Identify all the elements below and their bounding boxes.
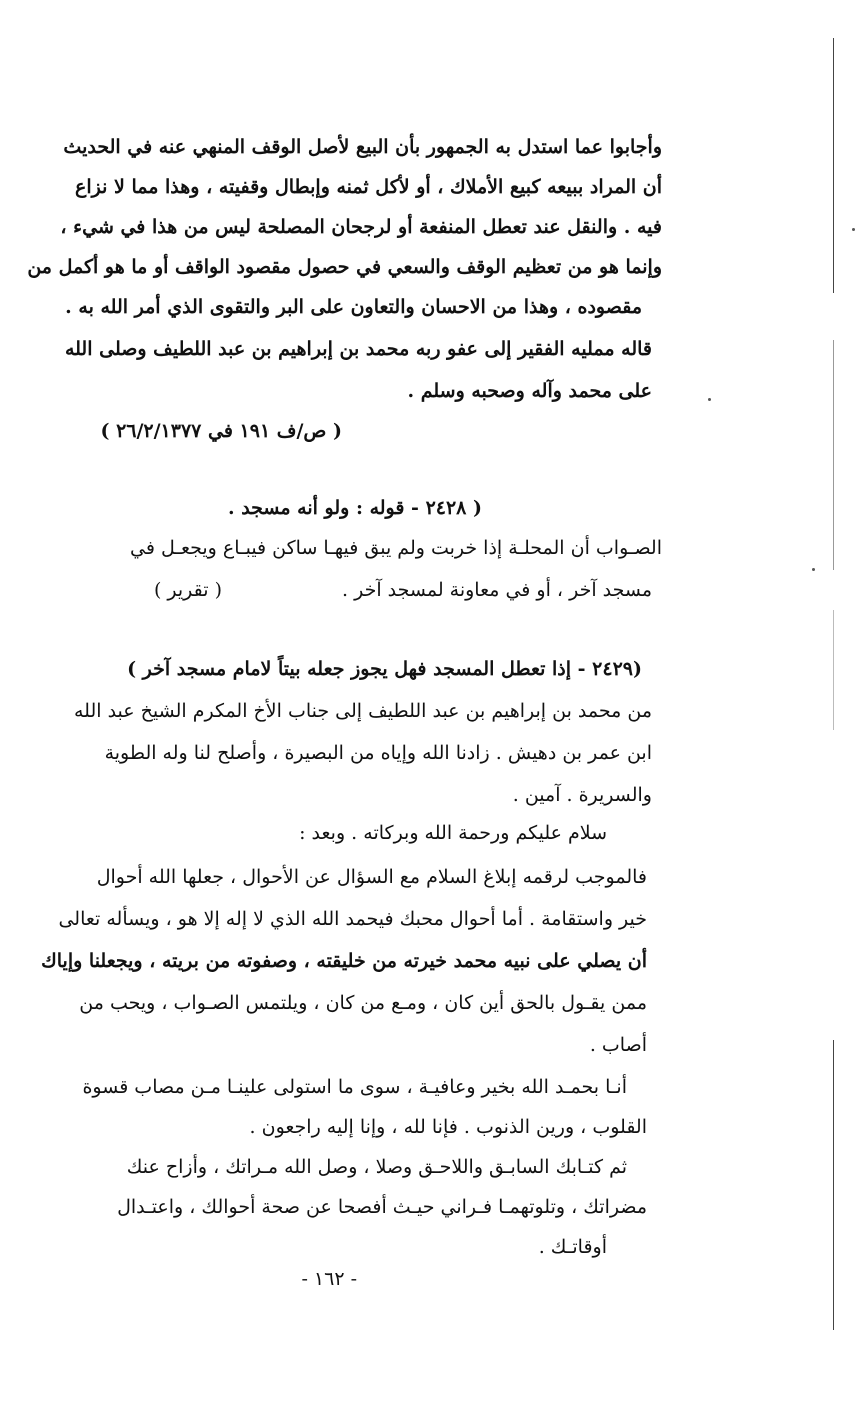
body-line: أن المراد ببيعه كبيع الأملاك ، أو لأكل ثمنه وإبطال وقفيته ، وهذا مما لا نزاع — [75, 176, 662, 198]
body-line: أوقاتـك . — [538, 1236, 607, 1258]
scan-speck — [708, 398, 711, 401]
body-line: من محمد بن إبراهيم بن عبد اللطيف إلى جناب الأخ المكرم الشيخ عبد الله — [73, 700, 652, 722]
section-heading: ( ٢٤٢٨ - قوله : ولو أنه مسجد . — [227, 497, 482, 519]
body-line: وإنما هو من تعظيم الوقف والسعي في حصول مقصود الواقف أو ما هو أكمل من — [27, 256, 662, 278]
body-line: قاله مملیه الفقیر إلى عفو ربه محمد بن إبراهیم بن عبد اللطیف وصلى الله — [64, 338, 652, 360]
body-line: والسريرة . آمين . — [512, 784, 652, 806]
section-heading: (٢٤٢٩ - إذا تعطل المسجد فهل يجوز جعله بيتاً لامام مسجد آخر ) — [127, 658, 642, 680]
body-line: ابن عمر بن دهيش . زادنا الله وإياه من البصيرة ، وأصلح لنا وله الطوية — [104, 742, 652, 764]
page-edge-line — [833, 38, 834, 293]
body-line: سلام عليكم ورحمة الله وبركاته . وبعد : — [299, 822, 607, 844]
page-edge-line — [833, 340, 834, 570]
scan-speck — [852, 228, 855, 231]
body-line: أن يصلي على نبيه محمد خيرته من خليقته ، وصفوته من بريته ، ويجعلنا وإياك — [41, 950, 647, 972]
body-line: ممن يقـول بالحق أين كان ، ومـع من كان ، ويلتمس الصـواب ، ويحب من — [79, 992, 647, 1014]
source-tag: ( تقرير ) — [153, 579, 222, 601]
scan-speck — [812, 568, 815, 571]
body-line: على محمد وآله وصحبه وسلم . — [407, 380, 652, 402]
body-line: فيه . والنقل عند تعطل المنفعة أو لرجحان المصلحة ليس من هذا في شيء ، — [60, 216, 662, 238]
body-line: وأجابوا عما استدل به الجمهور بأن البيع لأصل الوقف المنهي عنه في الحديث — [63, 136, 662, 158]
body-line: القلوب ، ورين الذنوب . فإنا لله ، وإنا إليه راجعون . — [249, 1116, 647, 1138]
reference-note: ( ص/ف ١٩١ في ٢٦/٢/١٣٧٧ ) — [100, 420, 342, 442]
body-line: مقصوده ، وهذا من الاحسان والتعاون على البر والتقوى الذي أمر الله به . — [65, 296, 642, 318]
page-edge-line — [833, 1040, 834, 1330]
page-edge-line — [833, 610, 834, 730]
page-number: - ١٦٢ - — [301, 1268, 357, 1290]
body-line: خير واستقامة . أما أحوال محبك فيحمد الله الذي لا إله إلا هو ، ويسأله تعالى — [58, 908, 647, 930]
body-line: ثم كتـابك السابـق واللاحـق وصلا ، وصل الله مـراتك ، وأزاح عنك — [126, 1156, 627, 1178]
body-line: مضراتك ، وتلوتهمـا فـراني حيـث أفصحا عن صحة أحوالك ، واعتـدال — [117, 1196, 647, 1218]
body-line: أنـا بحمـد الله بخير وعافيـة ، سوى ما استولى علينـا مـن مصاب قسوة — [82, 1076, 627, 1098]
body-line: فالموجب لرقمه إبلاغ السلام مع السؤال عن الأحوال ، جعلها الله أحوال — [96, 866, 647, 888]
body-line: أصاب . — [589, 1034, 647, 1056]
body-line: مسجد آخر ، أو في معاونة لمسجد آخر . — [342, 579, 652, 601]
body-line: الصـواب أن المحلـة إذا خربت ولم يبق فيهـا ساكن فيبـاع ويجعـل في — [130, 537, 662, 559]
